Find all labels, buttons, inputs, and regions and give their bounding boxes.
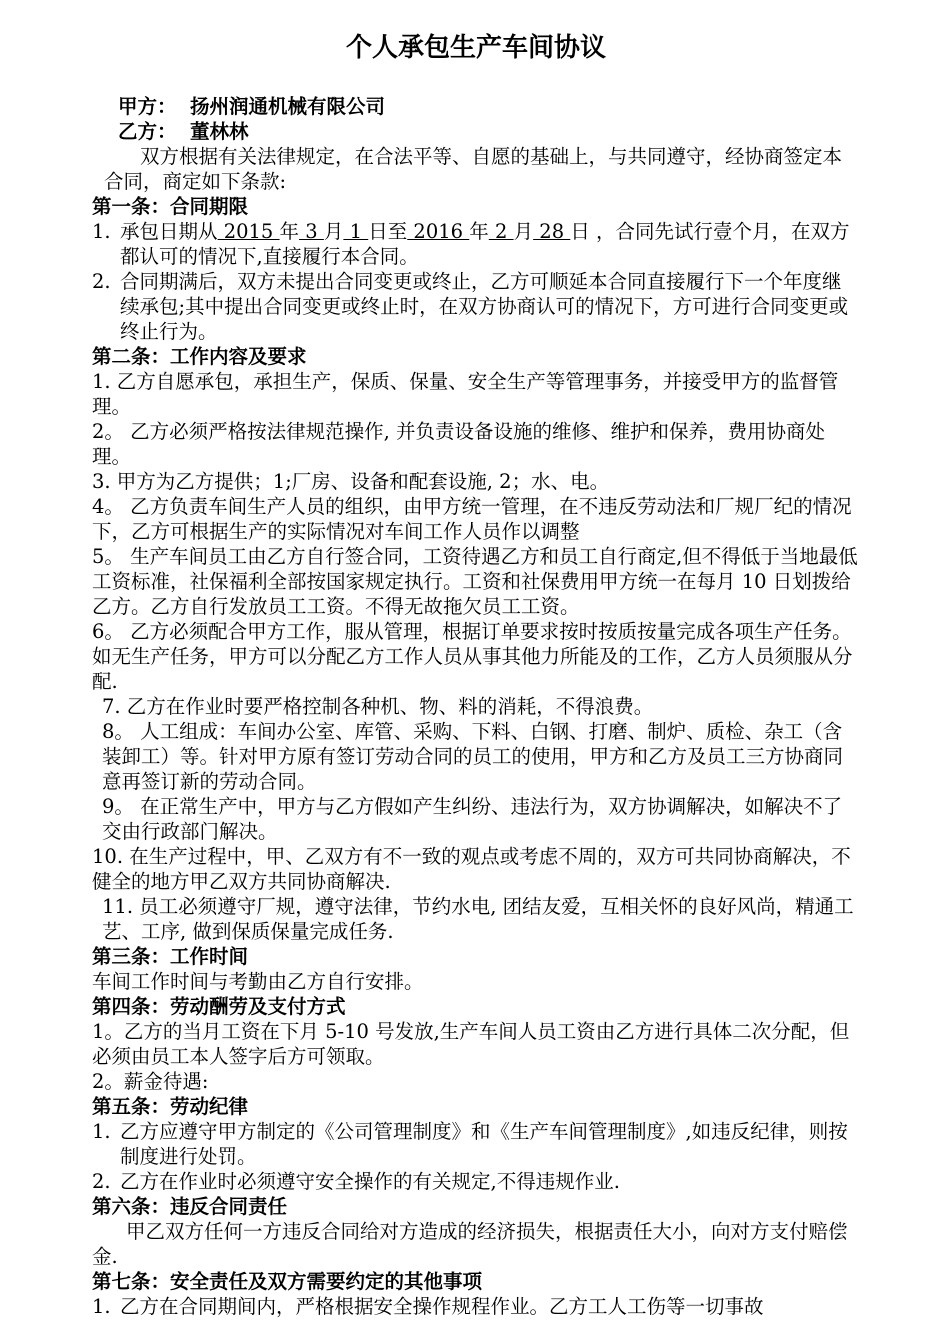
section-2-item-5: 5。 生产车间员工由乙方自行签合同，工资待遇乙方和员工自行商定,但不得低于当地最低工资标准，社保福利全部按国家规定执行。工资和社保费用甲方统一在每月 10 日划拨给乙方。乙方自行发放员工工资。不得无故拖欠员工工资。 bbox=[92, 545, 858, 618]
section-2-item-7: 7. 乙方在作业时要严格控制各种机、物、料的消耗，不得浪费。 bbox=[102, 695, 654, 718]
intro-paragraph: 双方根据有关法律规定，在合法平等、自愿的基础上，与共同遵守，经协商签定本合同，商定如下条款: bbox=[104, 145, 843, 193]
item-text: 乙方应遵守甲方制定的《公司管理制度》和《生产车间管理制度》,如违反纪律，则按制度进行处罚。 bbox=[120, 1120, 848, 1168]
section-6-text: 甲乙双方任何一方违反合同给对方造成的经济损失，根据责任大小，向对方支付赔偿金. bbox=[92, 1220, 848, 1268]
item-number: 1. bbox=[92, 220, 111, 243]
section-1-item-1 bbox=[92, 219, 860, 269]
start-month: 3 bbox=[299, 220, 324, 243]
document-title: 个人承包生产车间协议 bbox=[345, 33, 606, 63]
item-text: 合同期满后，双方未提出合同变更或终止，乙方可顺延本合同直接履行下一个年度继续承包;其中提出合同变更或终止时，在双方协商认可的情况下，方可进行合同变更或终止行为。 bbox=[120, 270, 849, 343]
text-segment: ，合同先试行壹个月，在双方都认可的情况下,直接履行本合同。 bbox=[120, 220, 850, 268]
text-segment: 承包日期从 bbox=[120, 220, 218, 243]
end-day: 28 bbox=[533, 220, 571, 243]
section-2-item-3: 3. 甲方为乙方提供；1;厂房、设备和配套设施, 2；水、电。 bbox=[92, 470, 610, 493]
section-5-heading: 第五条：劳动纪律 bbox=[92, 1095, 249, 1118]
item-number: 1. bbox=[92, 1120, 111, 1143]
section-3-heading: 第三条：工作时间 bbox=[92, 945, 249, 968]
section-1-heading: 第一条：合同期限 bbox=[92, 195, 249, 218]
item-number: 2. bbox=[92, 270, 111, 293]
section-6-heading: 第六条：违反合同责任 bbox=[92, 1195, 288, 1218]
party-a-line bbox=[92, 94, 860, 119]
section-2-item-2: 2。 乙方必须严格按法律规范操作, 并负责设备设施的维修、维护和保养，费用协商处理。 bbox=[92, 420, 826, 468]
text-segment: 日 bbox=[570, 220, 590, 243]
item-text bbox=[120, 220, 850, 268]
section-7-item-1 bbox=[92, 1294, 860, 1319]
section-4-heading: 第四条：劳动酬劳及支付方式 bbox=[92, 995, 346, 1018]
text-segment: 年 bbox=[469, 220, 489, 243]
text-segment: 日至 bbox=[368, 220, 408, 243]
section-2-heading: 第二条：工作内容及要求 bbox=[92, 345, 307, 368]
section-4-item-1: 1。乙方的当月工资在下月 5-10 号发放,生产车间人员工资由乙方进行具体二次分配，但必须由员工本人签字后方可领取。 bbox=[92, 1020, 850, 1068]
section-1-item-2 bbox=[92, 269, 860, 344]
item-text: 乙方在合同期间内，严格根据安全操作规程作业。乙方工人工伤等一切事故 bbox=[120, 1295, 764, 1318]
end-month: 2 bbox=[488, 220, 514, 243]
start-year: 2015 bbox=[217, 220, 280, 243]
text-segment: 月 bbox=[323, 220, 344, 243]
party-b-label: 乙方： bbox=[118, 120, 177, 143]
section-7-heading: 第七条：安全责任及双方需要约定的其他事项 bbox=[92, 1270, 483, 1293]
section-2-item-11: 11. 员工必须遵守厂规，遵守法律，节约水电, 团结友爱，互相关怀的良好风尚，精通工艺、工序, 做到保质保量完成任务. bbox=[102, 895, 854, 943]
item-text: 乙方在作业时必须遵守安全操作的有关规定,不得违规作业. bbox=[120, 1170, 620, 1193]
section-4-item-2: 2。薪金待遇: bbox=[92, 1070, 209, 1093]
section-5-item-1 bbox=[92, 1119, 860, 1169]
start-day: 1 bbox=[343, 220, 369, 243]
party-a-name: 扬州润通机械有限公司 bbox=[190, 95, 386, 118]
end-year: 2016 bbox=[407, 220, 470, 243]
section-5-item-2 bbox=[92, 1169, 860, 1194]
party-a-label: 甲方： bbox=[118, 95, 177, 118]
item-number: 1. bbox=[92, 1295, 111, 1318]
section-2-item-1: 1. 乙方自愿承包，承担生产，保质、保量、安全生产等管理事务，并接受甲方的监督管理。 bbox=[92, 370, 839, 418]
section-2-item-9: 9。 在正常生产中，甲方与乙方假如产生纠纷、违法行为，双方协调解决，如解决不了交由行政部门解决。 bbox=[102, 795, 843, 843]
text-segment: 年 bbox=[279, 220, 300, 243]
section-2-item-10: 10. 在生产过程中，甲、乙双方有不一致的观点或考虑不周的，双方可共同协商解决，不健全的地方甲乙双方共同协商解决. bbox=[92, 845, 851, 893]
text-segment: 月 bbox=[513, 220, 534, 243]
section-2-item-6: 6。 乙方必须配合甲方工作，服从管理，根据订单要求按时按质按量完成各项生产任务。如无生产任务，甲方可以分配乙方工作人员从事其他力所能及的工作，乙方人员须服从分配. bbox=[92, 620, 853, 693]
party-b-line bbox=[92, 119, 860, 144]
section-2-item-4: 4。 乙方负责车间生产人员的组织，由甲方统一管理，在不违反劳动法和厂规厂纪的情况下，乙方可根据生产的实际情况对车间工作人员作以调整 bbox=[92, 495, 852, 543]
section-3-text: 车间工作时间与考勤由乙方自行安排。 bbox=[92, 970, 424, 993]
item-number: 2. bbox=[92, 1170, 111, 1193]
section-2-item-8: 8。 人工组成：车间办公室、库管、采购、下料、白钢、打磨、制炉、质检、杂工（含装卸工）等。针对甲方原有签订劳动合同的员工的使用，甲方和乙方及员工三方协商同意再签订新的劳动合同。 bbox=[102, 720, 844, 793]
party-b-name: 董林林 bbox=[190, 120, 249, 143]
